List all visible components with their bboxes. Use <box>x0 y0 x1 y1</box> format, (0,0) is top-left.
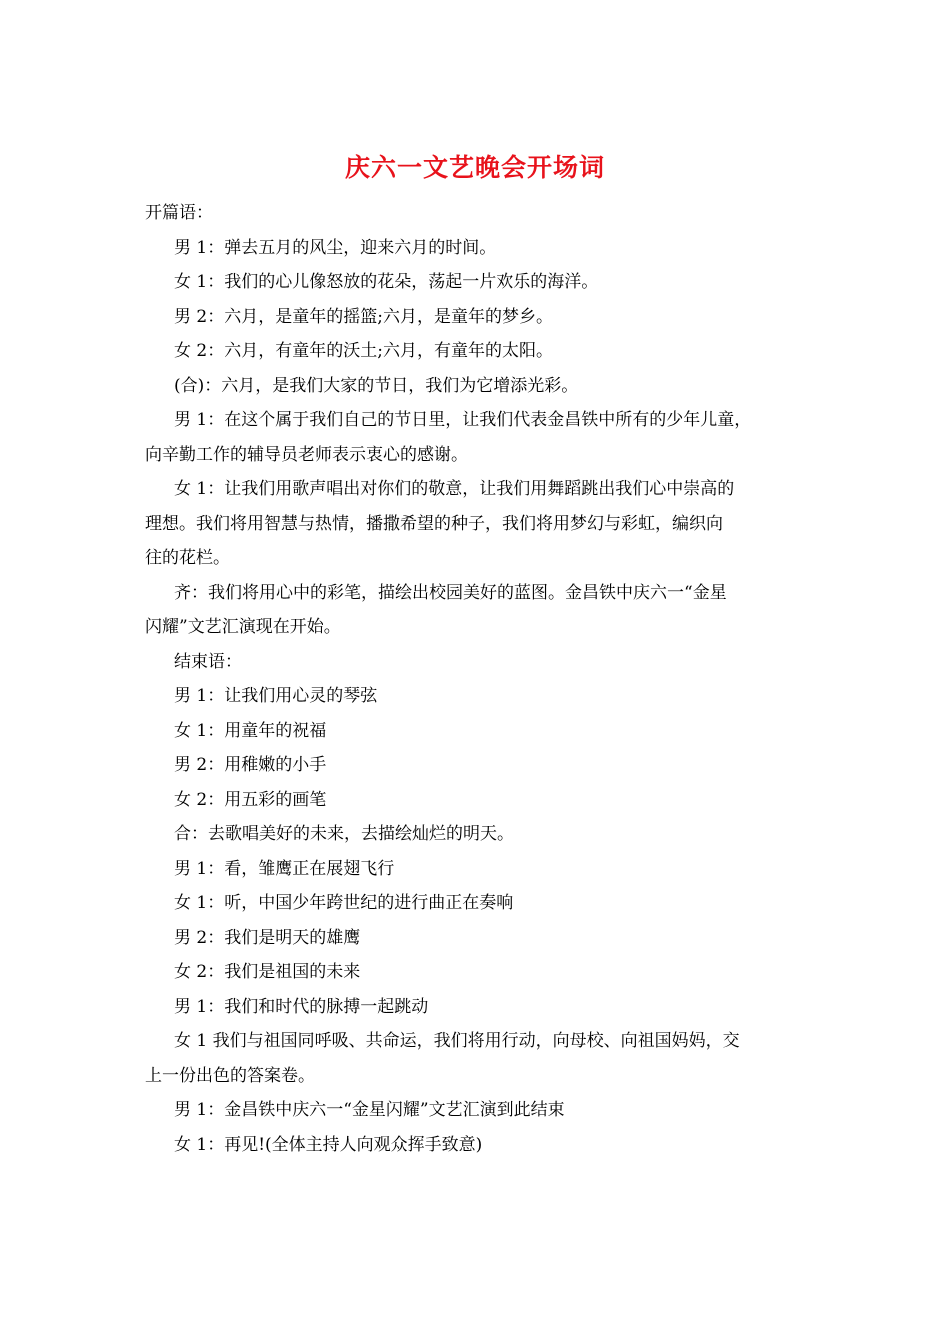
paragraph <box>145 1128 810 1163</box>
paragraph <box>145 645 810 680</box>
paragraph-line: 女 1 我们与祖国同呼吸、共命运，我们将用行动，向母校、向祖国妈妈，交 <box>174 1031 740 1051</box>
paragraph <box>145 852 810 887</box>
paragraph-line: (合)：六月，是我们大家的节日，我们为它增添光彩。 <box>174 375 579 396</box>
paragraph <box>145 921 810 956</box>
paragraph-line: 男 1：看，雏鹰正在展翅飞行 <box>174 858 395 879</box>
paragraph-line: 女 2：六月，有童年的沃土;六月，有童年的太阳。 <box>174 341 553 361</box>
paragraph <box>145 886 810 921</box>
paragraph-line: 女 1：听，中国少年跨世纪的进行曲正在奏响 <box>174 893 514 913</box>
paragraph-line: 男 1：金昌铁中庆六一“金星闪耀”文艺汇演到此结束 <box>174 1100 565 1120</box>
paragraph-line: 男 2：用稚嫩的小手 <box>174 755 327 775</box>
paragraph-line: 结束语： <box>174 651 242 672</box>
paragraph-line: 开篇语： <box>145 203 213 223</box>
document-title: 庆六一文艺晚会开场词 <box>344 153 605 182</box>
paragraph <box>145 679 810 714</box>
document-body <box>145 196 810 1162</box>
paragraph <box>145 300 810 335</box>
paragraph-line: 女 1：用童年的祝福 <box>174 720 327 741</box>
paragraph <box>145 1093 810 1128</box>
paragraph-line: 女 1：再见!(全体主持人向观众挥手致意) <box>174 1134 483 1155</box>
paragraph-line: 男 1：在这个属于我们自己的节日里，让我们代表金昌铁中所有的少年儿童， <box>174 410 752 430</box>
paragraph <box>145 714 810 749</box>
paragraph <box>145 955 810 990</box>
paragraph <box>145 403 810 472</box>
paragraph-line: 往的花栏。 <box>145 548 230 568</box>
paragraph <box>145 990 810 1025</box>
paragraph <box>145 817 810 852</box>
paragraph-line: 齐：我们将用心中的彩笔，描绘出校园美好的蓝图。金昌铁中庆六一“金星 <box>174 582 727 603</box>
paragraph-line: 向辛勤工作的辅导员老师表示衷心的感谢。 <box>145 444 468 465</box>
paragraph-line: 男 1：让我们用心灵的琴弦 <box>174 686 378 706</box>
paragraph <box>145 1024 810 1093</box>
paragraph-line: 女 1：让我们用歌声唱出对你们的敬意，让我们用舞蹈跳出我们心中崇高的 <box>174 479 735 499</box>
paragraph-line: 合：去歌唱美好的未来，去描绘灿烂的明天。 <box>174 824 514 844</box>
paragraph <box>145 231 810 266</box>
paragraph <box>145 265 810 300</box>
paragraph <box>145 576 810 645</box>
paragraph-line: 男 1：弹去五月的风尘，迎来六月的时间。 <box>174 237 497 258</box>
paragraph <box>145 196 810 231</box>
paragraph-line: 闪耀”文艺汇演现在开始。 <box>145 617 341 637</box>
paragraph-line: 女 2：我们是祖国的未来 <box>174 962 361 982</box>
paragraph <box>145 783 810 818</box>
paragraph-line: 理想。我们将用智慧与热情，播撒希望的种子，我们将用梦幻与彩虹，编织向 <box>145 513 723 534</box>
paragraph-line: 男 2：我们是明天的雄鹰 <box>174 927 361 948</box>
paragraph <box>145 369 810 404</box>
paragraph <box>145 334 810 369</box>
paragraph-line: 女 2：用五彩的画笔 <box>174 789 327 810</box>
paragraph <box>145 472 810 576</box>
paragraph-line: 女 1：我们的心儿像怒放的花朵，荡起一片欢乐的海洋。 <box>174 272 599 292</box>
paragraph-line: 上一份出色的答案卷。 <box>145 1065 315 1086</box>
paragraph <box>145 748 810 783</box>
paragraph-line: 男 2：六月，是童年的摇篮;六月，是童年的梦乡。 <box>174 306 553 327</box>
paragraph-line: 男 1：我们和时代的脉搏一起跳动 <box>174 996 429 1017</box>
